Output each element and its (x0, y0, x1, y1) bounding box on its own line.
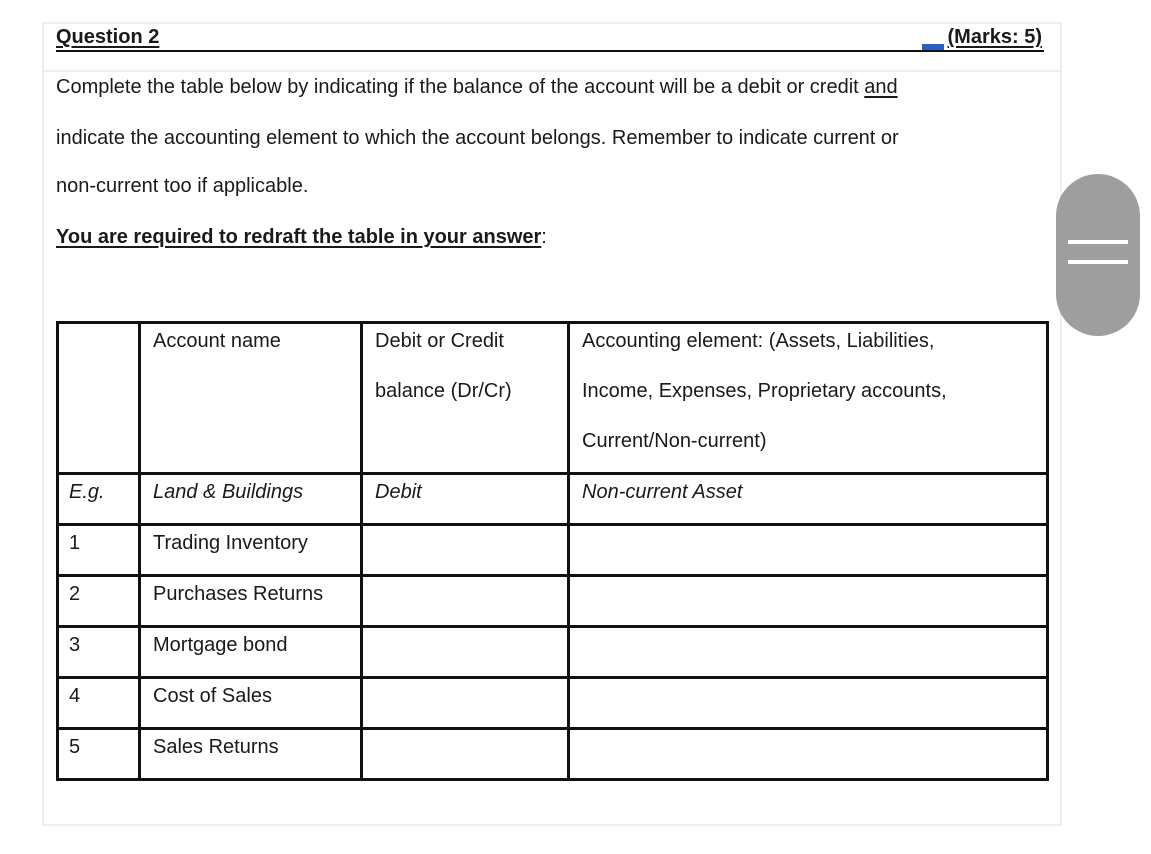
row-account-name: Cost of Sales (153, 685, 272, 707)
row-element-answer[interactable] (582, 628, 1034, 630)
row-element-answer[interactable] (582, 679, 1034, 681)
row-balance-answer[interactable] (375, 577, 555, 579)
row-balance-cell[interactable] (362, 576, 569, 627)
example-element: Non-current Asset (582, 481, 743, 503)
example-row (58, 474, 1048, 525)
section-divider (44, 70, 1060, 72)
row-account-name: Trading Inventory (153, 532, 308, 554)
header-element-line-2: Income, Expenses, Proprietary accounts, (582, 380, 947, 402)
row-account-name: Purchases Returns (153, 583, 324, 605)
header-element-line-1: Accounting element: (Assets, Liabilities, (582, 330, 935, 352)
table-row (58, 729, 1048, 780)
row-balance-cell[interactable] (362, 627, 569, 678)
table-row (58, 627, 1048, 678)
row-balance-answer[interactable] (375, 628, 555, 630)
header-element-text (582, 316, 1034, 466)
drag-handle-icon (1068, 240, 1128, 244)
header-cell-balance (362, 323, 569, 474)
row-account-cell (140, 678, 362, 729)
row-number-cell (58, 525, 140, 576)
row-element-answer[interactable] (582, 577, 1034, 579)
example-balance: Debit (375, 481, 422, 503)
row-element-cell[interactable] (569, 525, 1048, 576)
table-row (58, 576, 1048, 627)
instruction-line-2: indicate the accounting element to which the account belongs. Remember to indicate current or (56, 127, 899, 149)
row-number: 2 (69, 583, 81, 605)
row-balance-cell[interactable] (362, 678, 569, 729)
row-account-cell (140, 627, 362, 678)
row-account-name: Sales Returns (153, 736, 279, 758)
table-row (58, 525, 1048, 576)
row-element-answer[interactable] (582, 526, 1034, 528)
row-element-cell[interactable] (569, 627, 1048, 678)
row-account-name: Mortgage bond (153, 634, 288, 656)
example-account-cell (140, 474, 362, 525)
required-instruction (56, 226, 547, 249)
question-header (56, 24, 1044, 52)
row-number: 5 (69, 736, 81, 758)
table-header-row (58, 323, 1048, 474)
instruction-line-1-text: Complete the table below by indicating if the balance of the account will be a debit or credit (56, 76, 865, 98)
scroll-drag-handle[interactable] (1056, 174, 1140, 336)
header-cell-element (569, 323, 1048, 474)
row-element-answer[interactable] (582, 730, 1034, 732)
example-account: Land & Buildings (153, 481, 304, 503)
required-instruction-text: You are required to redraft the table in your answer (56, 226, 542, 248)
question-title: Question 2 (56, 26, 160, 48)
header-balance-text (375, 316, 555, 416)
text-cursor-marker (922, 44, 944, 50)
header-account-name-text: Account name (153, 330, 281, 352)
row-balance-answer[interactable] (375, 730, 555, 732)
example-label: E.g. (69, 481, 105, 503)
row-element-cell[interactable] (569, 576, 1048, 627)
row-number: 3 (69, 634, 81, 656)
row-number: 4 (69, 685, 81, 707)
row-element-cell[interactable] (569, 678, 1048, 729)
drag-handle-icon (1068, 260, 1128, 264)
instruction-emphasis-and: and (864, 76, 898, 98)
row-balance-answer[interactable] (375, 526, 555, 528)
header-balance-line-2: balance (Dr/Cr) (375, 380, 512, 402)
accounts-table (56, 321, 1049, 781)
example-element-cell (569, 474, 1048, 525)
row-number: 1 (69, 532, 81, 554)
row-account-cell (140, 729, 362, 780)
row-account-cell (140, 525, 362, 576)
example-label-cell (58, 474, 140, 525)
example-balance-cell (362, 474, 569, 525)
row-number-cell (58, 729, 140, 780)
row-element-cell[interactable] (569, 729, 1048, 780)
row-number-cell (58, 678, 140, 729)
row-balance-cell[interactable] (362, 729, 569, 780)
row-account-cell (140, 576, 362, 627)
required-instruction-colon: : (541, 226, 547, 248)
instruction-line-3: non-current too if applicable. (56, 175, 309, 197)
instruction-line-1 (56, 76, 898, 99)
row-number-cell (58, 627, 140, 678)
row-balance-cell[interactable] (362, 525, 569, 576)
table-row (58, 678, 1048, 729)
header-balance-line-1: Debit or Credit (375, 330, 504, 352)
header-cell-number (58, 323, 140, 474)
header-element-line-3: Current/Non-current) (582, 430, 767, 452)
header-cell-account-name (140, 323, 362, 474)
row-number-cell (58, 576, 140, 627)
row-balance-answer[interactable] (375, 679, 555, 681)
question-marks: (Marks: 5) (947, 26, 1042, 48)
